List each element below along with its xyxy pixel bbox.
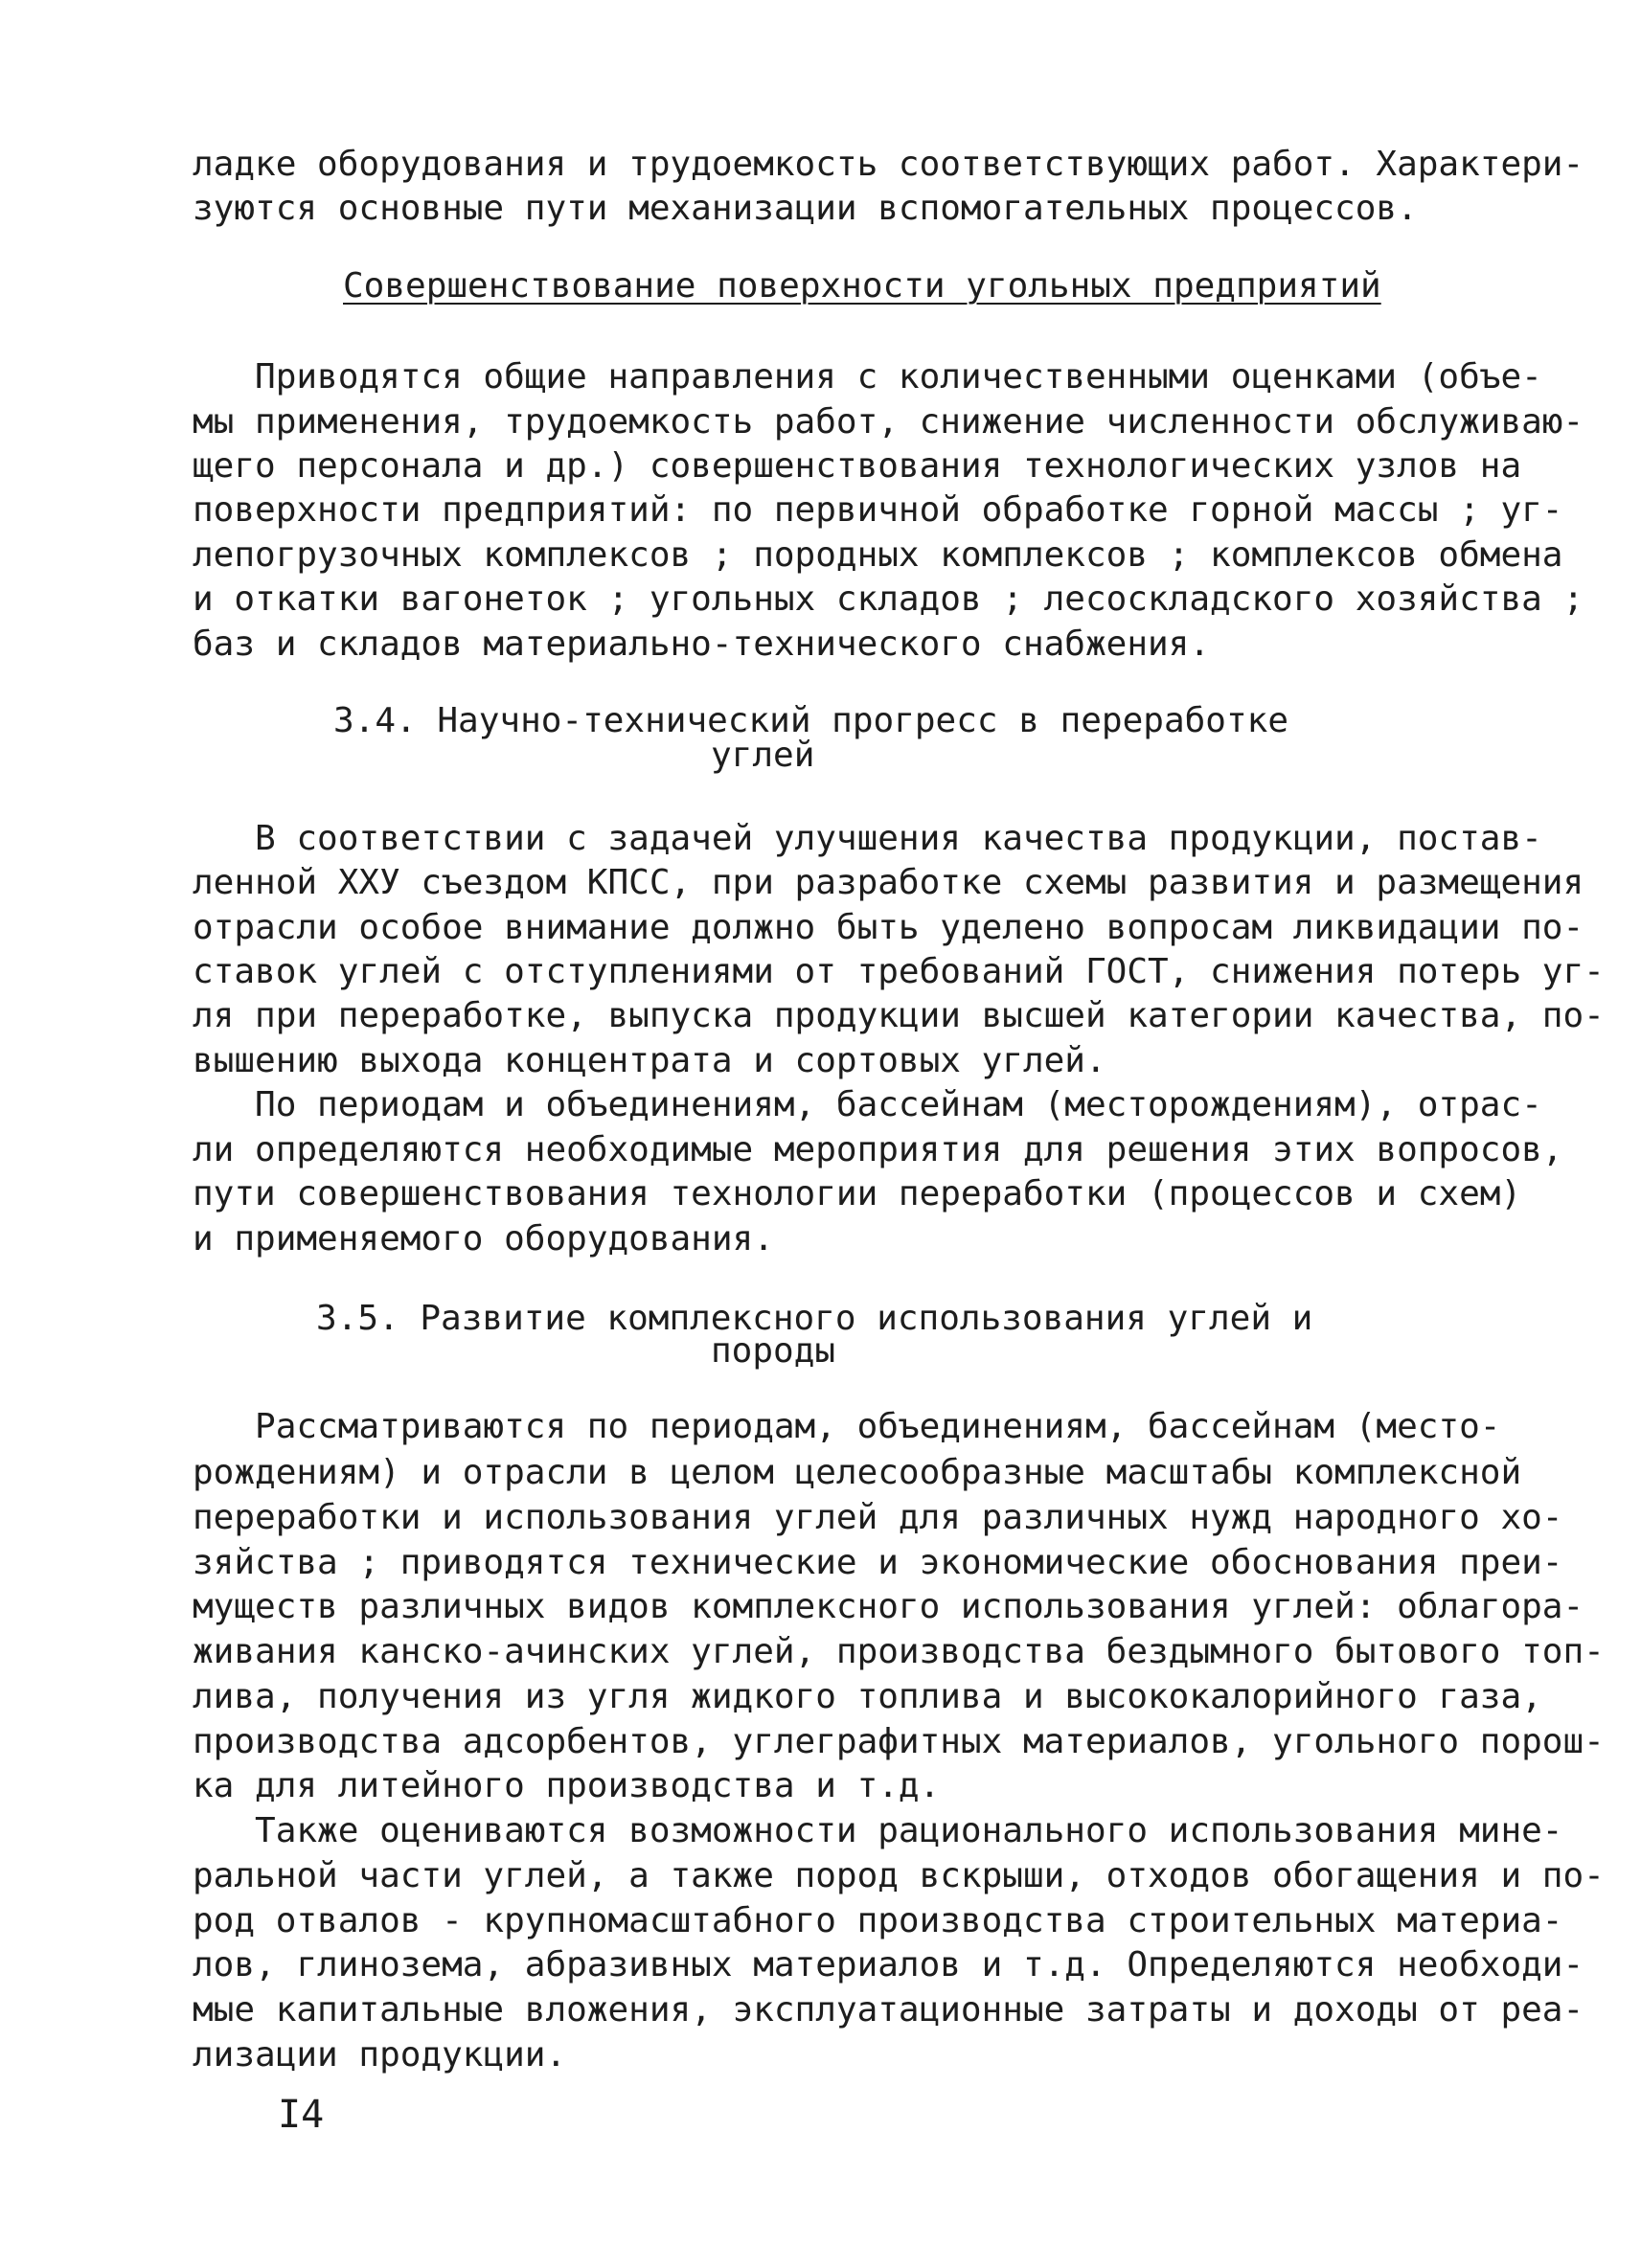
section-34-paragraph-2-line-1: По периодам и объединениям, бассейнам (месторождениям), отрас- (193, 1085, 1542, 1124)
section-35-paragraph-2-line-5: мые капитальные вложения, эксплуатационные затраты и доходы от реа- (193, 1990, 1584, 2030)
section-35-heading-line-2: породы (711, 1331, 836, 1371)
section-34-paragraph-1-line-3: отрасли особое внимание должно быть уделено вопросам ликвидации по- (193, 908, 1584, 947)
section-34-paragraph-1-line-2: ленной XXУ съездом КПСС, при разработке схемы развития и размещения (193, 863, 1584, 902)
section-35-paragraph-2-line-4: лов, глинозема, абразивных материалов и т.д. Определяются необходи- (193, 1945, 1584, 1984)
surface-paragraph-line-2: мы применения, трудоемкость работ, снижение численности обслуживаю- (193, 402, 1584, 442)
section-34-paragraph-1-line-6: вышению выхода концентрата и сортовых углей. (193, 1041, 1106, 1080)
surface-paragraph-line-4: поверхности предприятий: по первичной обработке горной массы ; уг- (193, 490, 1563, 530)
surface-paragraph-line-7: баз и складов материально-технического снабжения. (193, 624, 1211, 664)
surface-paragraph-line-1: Приводятся общие направления с количественными оценками (объе- (193, 357, 1542, 397)
surface-heading: Совершенствование поверхности угольных предприятий (343, 266, 1381, 306)
section-35-paragraph-1-line-2: рождениям) и отрасли в целом целесообразные масштабы комплексной (193, 1453, 1522, 1492)
top-paragraph-line-2: зуются основные пути механизации вспомогательных процессов. (193, 189, 1418, 228)
section-35-paragraph-2-line-2: ральной части углей, а также пород вскрыши, отходов обогащения и по- (193, 1856, 1605, 1895)
section-35-paragraph-1-line-7: лива, получения из угля жидкого топлива и высококалорийного газа, (193, 1677, 1542, 1716)
section-35-paragraph-1-line-9: ка для литейного производства и т.д. (193, 1766, 941, 1805)
section-34-paragraph-2-line-4: и применяемого оборудования. (193, 1219, 774, 1259)
top-paragraph-line-1: ладке оборудования и трудоемкость соответствующих работ. Характери- (193, 145, 1584, 184)
surface-paragraph-line-5: лепогрузочных комплексов ; породных комплексов ; комплексов обмена (193, 535, 1563, 575)
section-35-paragraph-2-line-3: род отвалов - крупномасштабного производства строительных материа- (193, 1901, 1563, 1940)
section-34-paragraph-2-line-3: пути совершенствования технологии переработки (процессов и схем) (193, 1174, 1522, 1213)
surface-paragraph-line-6: и откатки вагонеток ; угольных складов ; лесоскладского хозяйства ; (193, 579, 1584, 619)
section-34-paragraph-2-line-2: ли определяются необходимые мероприятия для решения этих вопросов, (193, 1130, 1563, 1169)
section-35-paragraph-2-line-6: лизации продукции. (193, 2035, 567, 2075)
page-number: I4 (278, 2093, 325, 2137)
section-34-heading-line-2: углей (711, 736, 815, 775)
section-35-heading-line-1: 3.5. Развитие комплексного использования углей и (316, 1299, 1313, 1338)
section-35-paragraph-1-line-3: переработки и использования углей для различных нужд народного хо- (193, 1498, 1563, 1537)
section-34-paragraph-1-line-5: ля при переработке, выпуска продукции высшей категории качества, по- (193, 996, 1605, 1035)
section-34-paragraph-1-line-1: В соответствии с задачей улучшения качества продукции, постав- (193, 819, 1542, 858)
section-35-paragraph-1-line-8: производства адсорбентов, углеграфитных материалов, угольного порош- (193, 1722, 1605, 1761)
surface-paragraph-line-3: щего персонала и др.) совершенствования технологических узлов на (193, 446, 1522, 486)
section-35-paragraph-1-line-4: зяйства ; приводятся технические и экономические обоснования преи- (193, 1543, 1563, 1582)
section-35-paragraph-1-line-5: муществ различных видов комплексного использования углей: облагора- (193, 1587, 1584, 1626)
section-34-heading-line-1: 3.4. Научно-технический прогресс в переработке (333, 701, 1288, 740)
section-35-paragraph-2-line-1: Также оцениваются возможности рационального использования мине- (193, 1811, 1563, 1850)
section-35-paragraph-1-line-1: Рассматриваются по периодам, объединениям, бассейнам (место- (193, 1407, 1501, 1446)
section-35-paragraph-1-line-6: живания канско-ачинских углей, производства бездымного бытового топ- (193, 1632, 1605, 1671)
section-34-paragraph-1-line-4: ставок углей с отступлениями от требований ГОСТ, снижения потерь уг- (193, 952, 1605, 991)
